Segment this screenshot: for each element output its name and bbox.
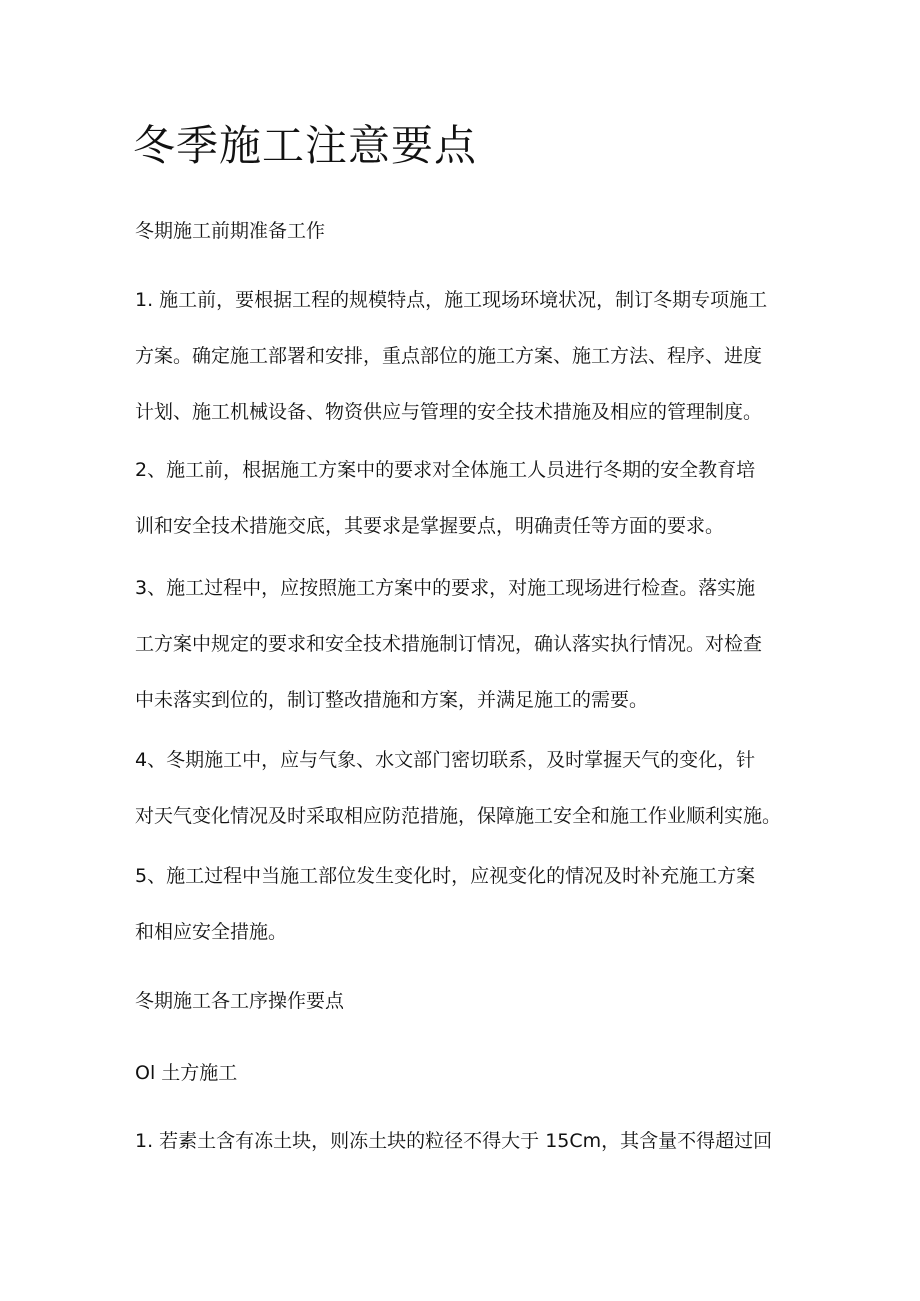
paragraph-line: 中未落实到位的，制订整改措施和方案，并满足施工的需要。 [135, 689, 649, 711]
paragraph-line: 和相应安全措施。 [135, 921, 288, 943]
section-heading-operations: 冬期施工各工序操作要点 [135, 990, 345, 1012]
paragraph-line: 5、施工过程中当施工部位发生变化时，应视变化的情况及时补充施工方案 [135, 865, 756, 887]
paragraph-5 [135, 848, 755, 960]
paragraph-line: 方案。确定施工部署和安排，重点部位的施工方案、施工方法、程序、进度 [135, 345, 763, 367]
paragraph-3 [135, 560, 762, 728]
paragraph-line: 2、施工前，根据施工方案中的要求对全体施工人员进行冬期的安全教育培 [135, 459, 756, 481]
paragraph-line: 工方案中规定的要求和安全技术措施制订情况，确认落实执行情况。对检查 [135, 633, 763, 655]
paragraph-line: 训和安全技术措施交底，其要求是掌握要点，明确责任等方面的要求。 [135, 515, 725, 537]
paragraph-line: 计划、施工机械设备、物资供应与管理的安全技术措施及相应的管理制度。 [135, 401, 763, 423]
paragraph-line: 3、施工过程中，应按照施工方案中的要求，对施工现场进行检查。落实施 [135, 577, 756, 599]
paragraph-earthwork-1 [135, 1113, 772, 1169]
paragraph-line: 对天气变化情况及时采取相应防范措施，保障施工安全和施工作业顺利实施。 [135, 805, 782, 827]
paragraph-line: 1. 若素土含有冻土块，则冻土块的粒径不得大于 15Cm，其含量不得超过回 [135, 1130, 773, 1152]
section-heading-preparation: 冬期施工前期准备工作 [135, 220, 326, 242]
paragraph-line: 4、冬期施工中，应与气象、水文部门密切联系，及时掌握天气的变化，针 [135, 749, 756, 771]
document-title: 冬季施工注意要点 [133, 121, 478, 170]
paragraph-line: 1. 施工前，要根据工程的规模特点，施工现场环境状况，制订冬期专项施工 [135, 289, 768, 311]
paragraph-2 [135, 442, 755, 554]
paragraph-1 [135, 272, 767, 440]
paragraph-4 [135, 732, 781, 844]
subsection-heading-earthwork: Ol 土方施工 [135, 1062, 238, 1084]
